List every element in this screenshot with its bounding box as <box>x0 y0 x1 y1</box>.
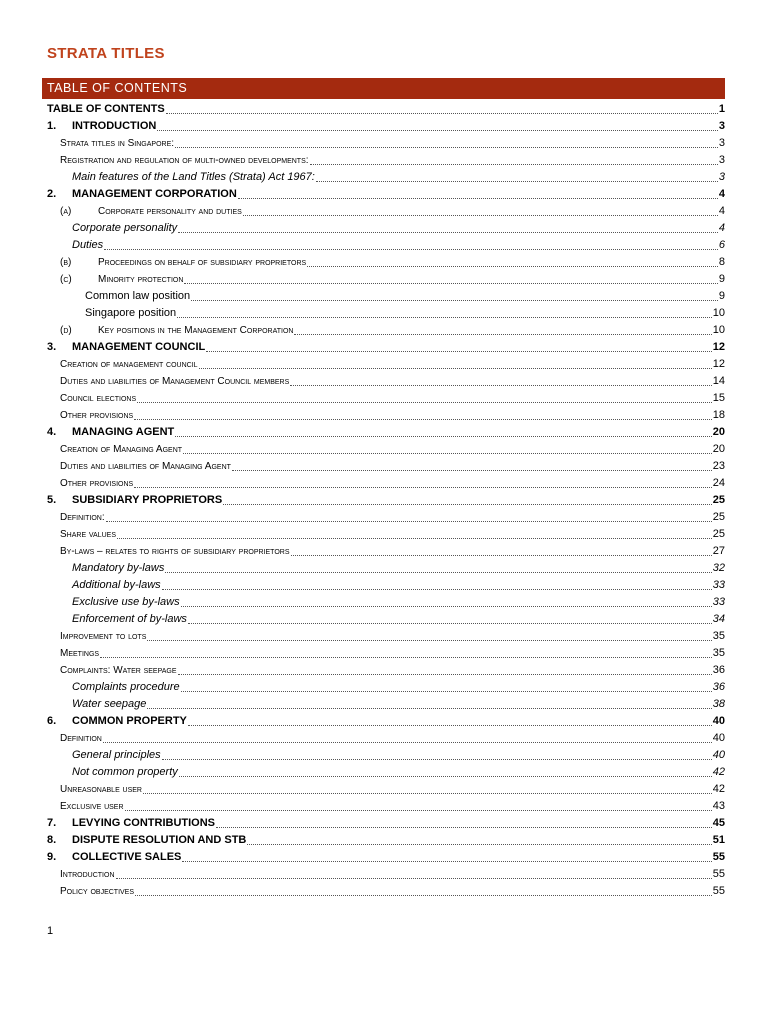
toc-entry-page-number: 15 <box>712 392 725 404</box>
toc-entry-number: 9. <box>47 851 57 863</box>
toc-entry[interactable] <box>60 152 725 169</box>
toc-entry-text: Strata titles in Singapore: <box>60 138 175 149</box>
toc-entry[interactable] <box>60 441 725 458</box>
toc-entry-number: 7. <box>47 817 57 829</box>
toc-entry[interactable] <box>85 305 725 322</box>
toc-entry-text: Water seepage <box>72 698 147 710</box>
toc-dot-leader <box>134 487 712 488</box>
toc-entry[interactable] <box>60 254 725 271</box>
toc-entry-label <box>60 373 289 390</box>
toc-dot-leader <box>162 589 712 590</box>
toc-entry[interactable] <box>60 645 725 662</box>
toc-entry-number: 2. <box>47 188 57 200</box>
toc-entry-text: Corporate personality <box>72 222 178 234</box>
toc-entry-number: (d) <box>60 325 72 336</box>
toc-entry-label <box>60 407 133 424</box>
toc-entry[interactable] <box>72 679 725 696</box>
toc-entry-number: 1. <box>47 120 57 132</box>
toc-dot-leader <box>290 385 711 386</box>
toc-entry-text: SUBSIDIARY PROPRIETORS <box>72 494 223 506</box>
toc-entry-page-number: 42 <box>712 766 725 778</box>
toc-dot-leader <box>175 147 718 148</box>
toc-entry-label <box>47 832 246 849</box>
toc-entry-text: TABLE OF CONTENTS <box>47 103 165 115</box>
toc-entry-page-number: 36 <box>712 664 725 676</box>
toc-dot-leader <box>166 113 718 114</box>
toc-entry-label <box>47 815 215 832</box>
toc-dot-leader <box>134 419 712 420</box>
toc-entry-text: Singapore position <box>85 307 177 319</box>
toc-entry[interactable] <box>47 849 725 866</box>
toc-entry-page-number: 55 <box>712 868 725 880</box>
toc-entry-text: By-laws – relates to rights of subsidiary proprietors <box>60 546 290 557</box>
toc-entry[interactable] <box>60 475 725 492</box>
toc-entry-label <box>47 118 156 135</box>
toc-entry-page-number: 40 <box>712 715 725 727</box>
toc-entry[interactable] <box>60 798 725 815</box>
toc-entry-page-number: 18 <box>712 409 725 421</box>
toc-entry-label <box>60 271 183 288</box>
toc-entry-text: COLLECTIVE SALES <box>72 851 182 863</box>
toc-entry-label <box>72 169 315 186</box>
toc-entry-label <box>72 594 180 611</box>
toc-entry[interactable] <box>60 203 725 220</box>
toc-entry[interactable] <box>47 339 725 356</box>
toc-entry-label <box>72 560 164 577</box>
toc-dot-leader <box>232 470 712 471</box>
toc-entry[interactable] <box>47 101 725 118</box>
toc-entry-text: MANAGEMENT CORPORATION <box>72 188 237 200</box>
toc-dot-leader <box>125 810 712 811</box>
toc-entry-label <box>60 475 133 492</box>
toc-entry[interactable] <box>60 135 725 152</box>
toc-entry-label <box>47 713 187 730</box>
toc-entry-text: Corporate personality and duties <box>98 206 242 217</box>
toc-entry-text: Not common property <box>72 766 178 778</box>
toc-entry-text: Exclusive user <box>60 801 124 812</box>
toc-entry[interactable] <box>60 781 725 798</box>
toc-entry-label <box>60 662 177 679</box>
toc-entry-label <box>47 849 181 866</box>
toc-entry-label <box>85 305 176 322</box>
toc-entry-label <box>60 866 115 883</box>
toc-dot-leader <box>191 300 718 301</box>
toc-entry-page-number: 25 <box>712 528 725 540</box>
toc-entry-page-number: 14 <box>712 375 725 387</box>
toc-entry-label <box>60 203 242 220</box>
toc-entry-label <box>60 458 231 475</box>
toc-entry-page-number: 43 <box>712 800 725 812</box>
toc-entry[interactable] <box>47 815 725 832</box>
toc-entry[interactable] <box>72 594 725 611</box>
toc-entry-page-number: 12 <box>712 358 725 370</box>
toc-entry-text: MANAGING AGENT <box>72 426 175 438</box>
toc-dot-leader <box>147 708 711 709</box>
toc-entry[interactable] <box>60 373 725 390</box>
toc-entry[interactable] <box>72 237 725 254</box>
toc-entry-label <box>60 883 134 900</box>
toc-entry-text: DISPUTE RESOLUTION AND STB <box>72 834 247 846</box>
toc-entry-label <box>72 220 177 237</box>
toc-dot-leader <box>188 725 712 726</box>
toc-entry[interactable] <box>60 390 725 407</box>
toc-entry-page-number: 9 <box>718 273 725 285</box>
toc-entry-page-number: 33 <box>712 596 725 608</box>
toc-entry[interactable] <box>60 662 725 679</box>
toc-entry[interactable] <box>60 543 725 560</box>
toc-entry-page-number: 51 <box>712 834 725 846</box>
toc-entry-text: INTRODUCTION <box>72 120 157 132</box>
toc-entry[interactable] <box>60 356 725 373</box>
toc-dot-leader <box>137 402 712 403</box>
toc-entry[interactable] <box>72 169 725 186</box>
toc-entry-page-number: 33 <box>712 579 725 591</box>
toc-dot-leader <box>183 453 712 454</box>
toc-entry-label <box>60 526 116 543</box>
document-title: STRATA TITLES <box>47 45 165 62</box>
toc-dot-leader <box>247 844 711 845</box>
toc-entry[interactable] <box>72 220 725 237</box>
toc-dot-leader <box>291 555 712 556</box>
toc-entry-page-number: 3 <box>718 137 725 149</box>
toc-entry[interactable] <box>60 458 725 475</box>
toc-entry-label <box>60 135 174 152</box>
toc-entry-label <box>47 424 174 441</box>
toc-entry[interactable] <box>72 560 725 577</box>
toc-dot-leader <box>294 334 711 335</box>
toc-entry-page-number: 27 <box>712 545 725 557</box>
page-number: 1 <box>47 925 54 937</box>
toc-dot-leader <box>106 521 712 522</box>
toc-entry[interactable] <box>60 526 725 543</box>
toc-entry[interactable] <box>60 628 725 645</box>
toc-entry-text: Common law position <box>85 290 191 302</box>
toc-entry-text: Main features of the Land Titles (Strata) Act 1967: <box>72 171 315 183</box>
toc-entry-page-number: 9 <box>718 290 725 302</box>
toc-entry-label <box>47 492 222 509</box>
toc-entry-text: Duties <box>72 239 104 251</box>
toc-entry-text: Creation of management council <box>60 359 198 370</box>
toc-dot-leader <box>188 623 712 624</box>
toc-entry[interactable] <box>85 288 725 305</box>
toc-entry-label <box>60 543 290 560</box>
toc-dot-leader <box>177 317 712 318</box>
toc-entry-text: Creation of Managing Agent <box>60 444 183 455</box>
toc-dot-leader <box>103 742 712 743</box>
toc-entry-page-number: 45 <box>712 817 725 829</box>
toc-entry-label <box>60 152 309 169</box>
toc-dot-leader <box>100 657 712 658</box>
toc-entry-label <box>60 441 182 458</box>
toc-entry-label <box>85 288 190 305</box>
toc-entry-label <box>60 798 124 815</box>
toc-entry-text: Other provisions <box>60 478 134 489</box>
toc-dot-leader <box>307 266 718 267</box>
toc-dot-leader <box>104 249 718 250</box>
toc-entry[interactable] <box>60 407 725 424</box>
toc-dot-leader <box>135 895 712 896</box>
toc-dot-leader <box>157 130 718 131</box>
toc-entry-text: Definition: <box>60 512 105 523</box>
toc-entry-label <box>47 339 205 356</box>
toc-entry-text: Definition <box>60 733 102 744</box>
toc-entry-label <box>60 254 306 271</box>
toc-entry-number: (b) <box>60 257 72 268</box>
toc-entry-page-number: 10 <box>712 307 725 319</box>
toc-entry[interactable] <box>47 186 725 203</box>
toc-entry[interactable] <box>72 696 725 713</box>
toc-entry-label <box>60 390 136 407</box>
toc-dot-leader <box>178 674 712 675</box>
toc-entry-label <box>60 781 142 798</box>
toc-entry[interactable] <box>47 713 725 730</box>
toc-entry-number: 6. <box>47 715 57 727</box>
toc-entry-number: 5. <box>47 494 57 506</box>
toc-entry-label <box>72 696 146 713</box>
toc-entry-text: Key positions in the Management Corporation <box>98 325 294 336</box>
toc-entry[interactable] <box>60 271 725 288</box>
toc-dot-leader <box>165 572 711 573</box>
toc-entry-page-number: 23 <box>712 460 725 472</box>
toc-entry-page-number: 3 <box>718 171 725 183</box>
toc-entry-page-number: 6 <box>718 239 725 251</box>
toc-entry-page-number: 20 <box>712 443 725 455</box>
toc-entry-text: Introduction <box>60 869 115 880</box>
toc-entry-label <box>60 628 146 645</box>
toc-entry-label <box>72 747 161 764</box>
toc-entry-label <box>60 730 102 747</box>
toc-dot-leader <box>175 436 711 437</box>
toc-dot-leader <box>179 776 712 777</box>
toc-dot-leader <box>184 283 717 284</box>
toc-entry-page-number: 24 <box>712 477 725 489</box>
toc-entry-label <box>60 509 105 526</box>
toc-dot-leader <box>310 164 718 165</box>
toc-entry-text: Improvement to lots <box>60 631 147 642</box>
toc-entry-page-number: 34 <box>712 613 725 625</box>
toc-dot-leader <box>216 827 712 828</box>
toc-dot-leader <box>162 759 712 760</box>
toc-entry-text: LEVYING CONTRIBUTIONS <box>72 817 216 829</box>
toc-dot-leader <box>199 368 712 369</box>
toc-dot-leader <box>182 861 711 862</box>
toc-entry-text: Other provisions <box>60 410 134 421</box>
toc-entry-text: Council elections <box>60 393 137 404</box>
toc-dot-leader <box>181 606 712 607</box>
toc-entry-text: Meetings <box>60 648 100 659</box>
toc-entry[interactable] <box>60 883 725 900</box>
toc-entry-text: Complaints: Water seepage <box>60 665 177 676</box>
toc-entry[interactable] <box>60 322 725 339</box>
toc-entry-label <box>47 186 237 203</box>
toc-dot-leader <box>181 691 712 692</box>
toc-entry-page-number: 55 <box>712 885 725 897</box>
toc-entry[interactable] <box>47 492 725 509</box>
toc-entry-label <box>72 237 103 254</box>
toc-dot-leader <box>223 504 712 505</box>
toc-entry-page-number: 1 <box>718 103 725 115</box>
toc-entry-number: 4. <box>47 426 57 438</box>
toc-entry-label <box>72 577 161 594</box>
toc-entry-page-number: 4 <box>718 222 725 234</box>
toc-entry-text: Complaints procedure <box>72 681 180 693</box>
toc-entry-text: COMMON PROPERTY <box>72 715 187 727</box>
toc-entry[interactable] <box>72 747 725 764</box>
toc-entry-page-number: 8 <box>718 256 725 268</box>
toc-entry-text: Duties and liabilities of Managing Agent <box>60 461 231 472</box>
toc-entry-label <box>72 611 187 628</box>
toc-entry-page-number: 3 <box>718 120 725 132</box>
toc-entry-page-number: 38 <box>712 698 725 710</box>
toc-entry-text: General principles <box>72 749 161 761</box>
toc-entry[interactable] <box>47 832 725 849</box>
toc-entry-page-number: 4 <box>718 188 725 200</box>
toc-entry-label <box>72 764 178 781</box>
toc-entry-page-number: 32 <box>712 562 725 574</box>
toc-entry-text: Mandatory by-laws <box>72 562 165 574</box>
toc-entry-text: Exclusive use by-laws <box>72 596 180 608</box>
toc-dot-leader <box>178 232 718 233</box>
toc-entry-page-number: 3 <box>718 154 725 166</box>
toc-entry[interactable] <box>72 764 725 781</box>
toc-dot-leader <box>116 878 712 879</box>
toc-entry-text: Additional by-laws <box>72 579 161 591</box>
toc-entry-text: Unreasonable user <box>60 784 142 795</box>
toc-entry[interactable] <box>60 509 725 526</box>
toc-entry-text: MANAGEMENT COUNCIL <box>72 341 206 353</box>
toc-dot-leader <box>206 351 712 352</box>
toc-entry-page-number: 40 <box>712 749 725 761</box>
toc-entry-number: 8. <box>47 834 57 846</box>
toc-entry-number: (a) <box>60 206 72 217</box>
toc-entry[interactable] <box>72 577 725 594</box>
toc-dot-leader <box>147 640 711 641</box>
toc-entry-label <box>60 322 293 339</box>
toc-entry[interactable] <box>60 730 725 747</box>
toc-entry-page-number: 35 <box>712 630 725 642</box>
toc-entry-page-number: 55 <box>712 851 725 863</box>
toc-entry-text: Duties and liabilities of Management Council members <box>60 376 290 387</box>
toc-entry-page-number: 35 <box>712 647 725 659</box>
toc-entry-label <box>60 645 99 662</box>
toc-entry-page-number: 25 <box>712 494 725 506</box>
toc-entry-text: Share values <box>60 529 117 540</box>
toc-dot-leader <box>117 538 712 539</box>
toc-dot-leader <box>238 198 718 199</box>
toc-entry[interactable] <box>60 866 725 883</box>
toc-entry-label <box>60 356 198 373</box>
toc-entry-page-number: 12 <box>712 341 725 353</box>
toc-entry-number: (c) <box>60 274 72 285</box>
toc-entry-page-number: 10 <box>712 324 725 336</box>
toc-entry-number: 3. <box>47 341 57 353</box>
toc-dot-leader <box>316 181 718 182</box>
toc-entry-text: Registration and regulation of multi-owned developments: <box>60 155 309 166</box>
toc-entry-label <box>47 101 165 118</box>
toc-dot-leader <box>143 793 712 794</box>
toc-entry-text: Enforcement of by-laws <box>72 613 187 625</box>
toc-heading-banner: TABLE OF CONTENTS <box>42 78 725 99</box>
toc-entry-page-number: 36 <box>712 681 725 693</box>
toc-dot-leader <box>243 215 718 216</box>
toc-entry-page-number: 40 <box>712 732 725 744</box>
toc-entry[interactable] <box>47 424 725 441</box>
toc-entry-page-number: 42 <box>712 783 725 795</box>
toc-entry-text: Minority protection <box>98 274 184 285</box>
toc-entry-text: Policy objectives <box>60 886 135 897</box>
toc-entry[interactable] <box>72 611 725 628</box>
toc-entry-label <box>72 679 180 696</box>
toc-entry-text: Proceedings on behalf of subsidiary proprietors <box>98 257 307 268</box>
toc-entry-page-number: 4 <box>718 205 725 217</box>
toc-entry-page-number: 25 <box>712 511 725 523</box>
toc-entry[interactable] <box>47 118 725 135</box>
toc-entry-page-number: 20 <box>712 426 725 438</box>
